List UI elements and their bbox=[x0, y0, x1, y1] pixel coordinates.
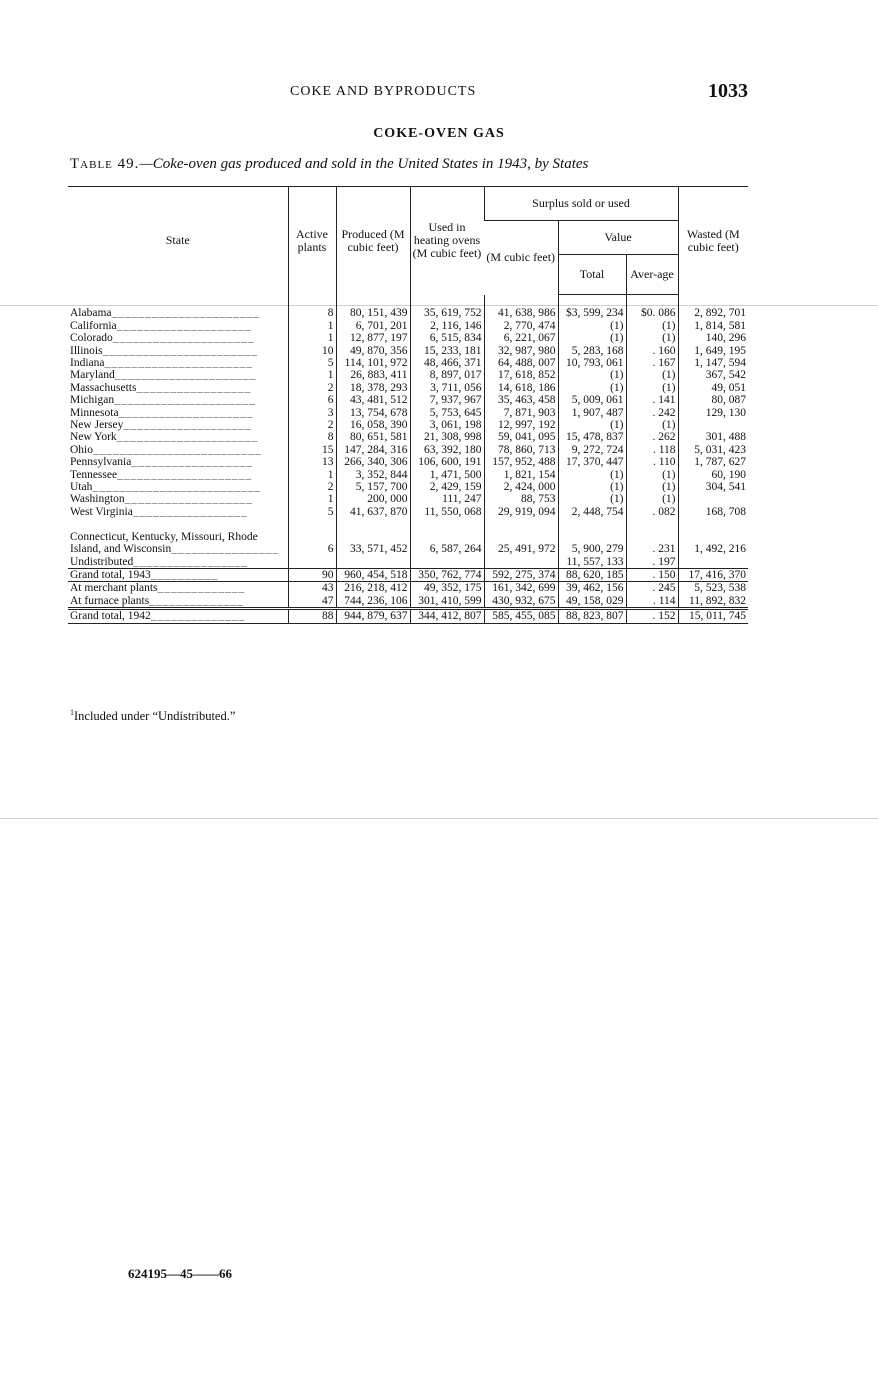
table-row bbox=[68, 357, 748, 369]
table-row bbox=[68, 407, 748, 419]
row-state: Washington___________________ bbox=[70, 493, 253, 506]
row-average: . 150 bbox=[626, 568, 678, 581]
row-wasted: 1, 649, 195 bbox=[678, 345, 748, 357]
row-surplus: 59, 041, 095 bbox=[484, 431, 558, 443]
row-surplus: 1, 821, 154 bbox=[484, 469, 558, 481]
header-value: Value bbox=[558, 221, 678, 255]
row-total: (1) bbox=[558, 493, 626, 505]
row-state: Minnesota____________________ bbox=[70, 406, 254, 419]
row-heating: 6, 515, 834 bbox=[410, 332, 484, 344]
table-row-merchant-plants bbox=[68, 582, 748, 595]
coke-oven-gas-table bbox=[68, 186, 748, 624]
table-row bbox=[68, 394, 748, 406]
row-total: (1) bbox=[558, 481, 626, 493]
row-heating: 49, 352, 175 bbox=[410, 582, 484, 595]
row-heating: 48, 466, 371 bbox=[410, 357, 484, 369]
row-wasted: 129, 130 bbox=[678, 407, 748, 419]
row-wasted: 49, 051 bbox=[678, 382, 748, 394]
row-heating: 1, 471, 500 bbox=[410, 469, 484, 481]
row-state: New Jersey___________________ bbox=[70, 419, 252, 432]
row-plants: 5 bbox=[288, 506, 336, 518]
row-total: (1) bbox=[558, 419, 626, 431]
header-state: State bbox=[68, 187, 288, 295]
section-title: COKE-OVEN GAS bbox=[373, 126, 505, 141]
header-average: Aver-age bbox=[626, 255, 678, 295]
row-average: . 114 bbox=[626, 595, 678, 609]
table-row-furnace-plants bbox=[68, 595, 748, 609]
row-heating: 3, 711, 056 bbox=[410, 382, 484, 394]
header-used-in-heating: Used in heating ovens (M cubic feet) bbox=[410, 187, 484, 295]
row-wasted: 11, 892, 832 bbox=[678, 595, 748, 609]
row-surplus: 29, 919, 094 bbox=[484, 506, 558, 518]
row-total: 11, 557, 133 bbox=[558, 556, 626, 569]
row-plants: 13 bbox=[288, 456, 336, 468]
row-wasted bbox=[678, 419, 748, 431]
row-produced: 3, 352, 844 bbox=[336, 469, 410, 481]
table-row bbox=[68, 444, 748, 456]
row-wasted: 2, 892, 701 bbox=[678, 307, 748, 319]
header-surplus-mcf: (M cubic feet) bbox=[486, 250, 556, 265]
row-total: 10, 793, 061 bbox=[558, 357, 626, 369]
row-produced: 13, 754, 678 bbox=[336, 407, 410, 419]
row-surplus: 585, 455, 085 bbox=[484, 609, 558, 623]
row-average: . 197 bbox=[626, 556, 678, 569]
header-wasted: Wasted (M cubic feet) bbox=[678, 187, 748, 295]
row-plants: 1 bbox=[288, 320, 336, 332]
row-total: 5, 900, 279 bbox=[558, 531, 626, 556]
print-code: 624195—45——66 bbox=[128, 1266, 232, 1281]
row-plants: 88 bbox=[288, 609, 336, 623]
row-average: (1) bbox=[626, 481, 678, 493]
row-average: (1) bbox=[626, 493, 678, 505]
row-total: 5, 009, 061 bbox=[558, 394, 626, 406]
row-plants: 1 bbox=[288, 469, 336, 481]
table-row-grand-total-1942 bbox=[68, 609, 748, 623]
row-produced: 41, 637, 870 bbox=[336, 506, 410, 518]
table-row bbox=[68, 431, 748, 443]
row-state: Alabama______________________ bbox=[70, 307, 261, 320]
table-row bbox=[68, 456, 748, 468]
table-row-undistributed bbox=[68, 556, 748, 569]
row-wasted: 168, 708 bbox=[678, 506, 748, 518]
table-row bbox=[68, 419, 748, 431]
row-produced: 200, 000 bbox=[336, 493, 410, 505]
row-produced: 49, 870, 356 bbox=[336, 345, 410, 357]
row-total: (1) bbox=[558, 320, 626, 332]
row-average: . 231 bbox=[626, 531, 678, 556]
row-heating: 111, 247 bbox=[410, 493, 484, 505]
row-heating: 35, 619, 752 bbox=[410, 307, 484, 319]
row-state: At furnace plants______________ bbox=[70, 594, 244, 607]
row-heating: 3, 061, 198 bbox=[410, 419, 484, 431]
row-average: . 160 bbox=[626, 345, 678, 357]
row-total: 49, 158, 029 bbox=[558, 595, 626, 609]
row-average: . 118 bbox=[626, 444, 678, 456]
row-plants: 15 bbox=[288, 444, 336, 456]
row-wasted: 1, 814, 581 bbox=[678, 320, 748, 332]
row-heating: 301, 410, 599 bbox=[410, 595, 484, 609]
row-produced: 16, 058, 390 bbox=[336, 419, 410, 431]
row-plants: 2 bbox=[288, 481, 336, 493]
row-produced: 12, 877, 197 bbox=[336, 332, 410, 344]
row-wasted: 15, 011, 745 bbox=[678, 609, 748, 623]
row-average: (1) bbox=[626, 332, 678, 344]
scan-fold-line-lower bbox=[0, 818, 878, 819]
row-state: New York_____________________ bbox=[70, 431, 259, 444]
row-produced: 744, 236, 106 bbox=[336, 595, 410, 609]
row-wasted: 140, 296 bbox=[678, 332, 748, 344]
row-wasted: 5, 523, 538 bbox=[678, 582, 748, 595]
row-average: . 167 bbox=[626, 357, 678, 369]
row-produced: 266, 340, 306 bbox=[336, 456, 410, 468]
row-plants: 8 bbox=[288, 307, 336, 319]
row-plants: 8 bbox=[288, 431, 336, 443]
table-row bbox=[68, 307, 748, 319]
row-total: 2, 448, 754 bbox=[558, 506, 626, 518]
row-produced: 114, 101, 972 bbox=[336, 357, 410, 369]
row-wasted: 1, 147, 594 bbox=[678, 357, 748, 369]
row-plants: 1 bbox=[288, 332, 336, 344]
row-wasted: 5, 031, 423 bbox=[678, 444, 748, 456]
row-state: Utah_________________________ bbox=[70, 481, 262, 494]
row-state: Connecticut, Kentucky, Missouri, Rhode Island, and Wisconsin________________ bbox=[70, 530, 280, 556]
row-surplus: 2, 424, 000 bbox=[484, 481, 558, 493]
table-row bbox=[68, 320, 748, 332]
row-average: (1) bbox=[626, 419, 678, 431]
row-surplus: 88, 753 bbox=[484, 493, 558, 505]
row-average: . 262 bbox=[626, 431, 678, 443]
row-produced: 43, 481, 512 bbox=[336, 394, 410, 406]
row-total: (1) bbox=[558, 369, 626, 381]
row-wasted: 1, 492, 216 bbox=[678, 531, 748, 556]
row-state: Ohio_________________________ bbox=[70, 443, 262, 456]
row-total: 17, 370, 447 bbox=[558, 456, 626, 468]
row-surplus: 161, 342, 699 bbox=[484, 582, 558, 595]
row-plants: 2 bbox=[288, 419, 336, 431]
row-total: (1) bbox=[558, 382, 626, 394]
row-total: (1) bbox=[558, 469, 626, 481]
row-wasted: 60, 190 bbox=[678, 469, 748, 481]
row-surplus: 157, 952, 488 bbox=[484, 456, 558, 468]
row-total: (1) bbox=[558, 332, 626, 344]
table-row bbox=[68, 481, 748, 493]
table-row bbox=[68, 493, 748, 505]
row-heating: 15, 233, 181 bbox=[410, 345, 484, 357]
row-state: Pennsylvania__________________ bbox=[70, 456, 253, 469]
row-total: 1, 907, 487 bbox=[558, 407, 626, 419]
table-row bbox=[68, 382, 748, 394]
row-produced: 147, 284, 316 bbox=[336, 444, 410, 456]
row-produced: 26, 883, 411 bbox=[336, 369, 410, 381]
row-produced: 33, 571, 452 bbox=[336, 531, 410, 556]
row-average: (1) bbox=[626, 469, 678, 481]
row-state: Colorado_____________________ bbox=[70, 332, 255, 345]
row-heating: 8, 897, 017 bbox=[410, 369, 484, 381]
footnote-mark: 1 bbox=[70, 708, 74, 717]
row-wasted: 304, 541 bbox=[678, 481, 748, 493]
row-wasted bbox=[678, 493, 748, 505]
row-total: 88, 620, 185 bbox=[558, 568, 626, 581]
row-total: $3, 599, 234 bbox=[558, 307, 626, 319]
table-row-grand-total-1943 bbox=[68, 568, 748, 581]
row-total: 88, 823, 807 bbox=[558, 609, 626, 623]
row-wasted: 367, 542 bbox=[678, 369, 748, 381]
row-surplus: 17, 618, 852 bbox=[484, 369, 558, 381]
row-surplus: 430, 932, 675 bbox=[484, 595, 558, 609]
row-average: . 245 bbox=[626, 582, 678, 595]
row-plants: 1 bbox=[288, 369, 336, 381]
row-average: $0. 086 bbox=[626, 307, 678, 319]
row-total: 15, 478, 837 bbox=[558, 431, 626, 443]
row-heating: 2, 116, 146 bbox=[410, 320, 484, 332]
row-produced: 5, 157, 700 bbox=[336, 481, 410, 493]
row-surplus: 7, 871, 903 bbox=[484, 407, 558, 419]
row-state: At merchant plants_____________ bbox=[68, 582, 288, 595]
row-plants: 1 bbox=[288, 493, 336, 505]
row-state: Illinois_______________________ bbox=[70, 344, 258, 357]
row-plants: 6 bbox=[288, 394, 336, 406]
page-number: 1033 bbox=[708, 80, 748, 102]
row-heating: 63, 392, 180 bbox=[410, 444, 484, 456]
row-produced: 960, 454, 518 bbox=[336, 568, 410, 581]
row-surplus: 6, 221, 067 bbox=[484, 332, 558, 344]
row-produced: 944, 879, 637 bbox=[336, 609, 410, 623]
row-surplus: 2, 770, 474 bbox=[484, 320, 558, 332]
row-heating: 350, 762, 774 bbox=[410, 568, 484, 581]
row-average: (1) bbox=[626, 369, 678, 381]
table-row bbox=[68, 345, 748, 357]
row-state: Massachusetts_________________ bbox=[70, 381, 252, 394]
header-surplus-group: Surplus sold or used bbox=[484, 187, 678, 221]
row-total: 5, 283, 168 bbox=[558, 345, 626, 357]
row-plants: 2 bbox=[288, 382, 336, 394]
row-state: California____________________ bbox=[70, 319, 252, 332]
row-plants: 3 bbox=[288, 407, 336, 419]
row-total: 39, 462, 156 bbox=[558, 582, 626, 595]
row-plants: 90 bbox=[288, 568, 336, 581]
row-surplus: 12, 997, 192 bbox=[484, 419, 558, 431]
row-average: . 242 bbox=[626, 407, 678, 419]
row-wasted: 17, 416, 370 bbox=[678, 568, 748, 581]
row-heating: 6, 587, 264 bbox=[410, 531, 484, 556]
row-state: Grand total, 1942______________ bbox=[68, 609, 288, 623]
header-produced: Produced (M cubic feet) bbox=[336, 187, 410, 295]
row-heating: 21, 308, 998 bbox=[410, 431, 484, 443]
table-caption bbox=[70, 156, 588, 173]
table-row bbox=[68, 506, 748, 518]
row-plants: 47 bbox=[288, 595, 336, 609]
row-average: . 110 bbox=[626, 456, 678, 468]
row-heating: 2, 429, 159 bbox=[410, 481, 484, 493]
row-produced: 6, 701, 201 bbox=[336, 320, 410, 332]
row-state: Indiana______________________ bbox=[70, 357, 253, 370]
row-plants: 6 bbox=[288, 531, 336, 556]
row-surplus: 64, 488, 007 bbox=[484, 357, 558, 369]
row-surplus: 14, 618, 186 bbox=[484, 382, 558, 394]
row-average: . 152 bbox=[626, 609, 678, 623]
footnote-text: Included under “Undistributed.” bbox=[74, 709, 236, 724]
row-heating: 106, 600, 191 bbox=[410, 456, 484, 468]
row-surplus: 41, 638, 986 bbox=[484, 307, 558, 319]
table-row bbox=[68, 469, 748, 481]
table-label: Table 49. bbox=[70, 156, 140, 172]
row-state: Maryland_____________________ bbox=[70, 369, 257, 382]
row-heating: 344, 412, 807 bbox=[410, 609, 484, 623]
row-heating: 11, 550, 068 bbox=[410, 506, 484, 518]
row-produced: 216, 218, 412 bbox=[336, 582, 410, 595]
row-total: 9, 272, 724 bbox=[558, 444, 626, 456]
table-row-multi-state bbox=[68, 531, 748, 556]
row-surplus: 32, 987, 980 bbox=[484, 345, 558, 357]
header-total: Total bbox=[558, 255, 626, 295]
row-average: . 141 bbox=[626, 394, 678, 406]
table-title: —Coke-oven gas produced and sold in the United States in 1943, by States bbox=[139, 156, 589, 172]
footnote bbox=[70, 708, 235, 724]
running-head: COKE AND BYPRODUCTS bbox=[290, 84, 477, 99]
row-average: (1) bbox=[626, 320, 678, 332]
row-average: . 082 bbox=[626, 506, 678, 518]
row-wasted: 80, 087 bbox=[678, 394, 748, 406]
row-produced: 80, 151, 439 bbox=[336, 307, 410, 319]
table-row bbox=[68, 369, 748, 381]
row-surplus: 592, 275, 374 bbox=[484, 568, 558, 581]
row-wasted: 1, 787, 627 bbox=[678, 456, 748, 468]
header-active-plants: Active plants bbox=[288, 187, 336, 295]
row-plants: 10 bbox=[288, 345, 336, 357]
row-surplus: 78, 860, 713 bbox=[484, 444, 558, 456]
row-state: Tennessee____________________ bbox=[70, 468, 253, 481]
row-heating: 7, 937, 967 bbox=[410, 394, 484, 406]
row-state: Grand total, 1943__________ bbox=[68, 568, 288, 581]
row-state: Undistributed_________________ bbox=[70, 555, 248, 568]
row-surplus: 35, 463, 458 bbox=[484, 394, 558, 406]
row-produced: 80, 651, 581 bbox=[336, 431, 410, 443]
row-state: West Virginia_________________ bbox=[70, 505, 248, 518]
row-state: Michigan_____________________ bbox=[70, 394, 256, 407]
row-plants: 43 bbox=[288, 582, 336, 595]
row-plants: 5 bbox=[288, 357, 336, 369]
table-row bbox=[68, 332, 748, 344]
row-surplus: 25, 491, 972 bbox=[484, 531, 558, 556]
row-produced: 18, 378, 293 bbox=[336, 382, 410, 394]
row-average: (1) bbox=[626, 382, 678, 394]
row-wasted: 301, 488 bbox=[678, 431, 748, 443]
row-heating: 5, 753, 645 bbox=[410, 407, 484, 419]
